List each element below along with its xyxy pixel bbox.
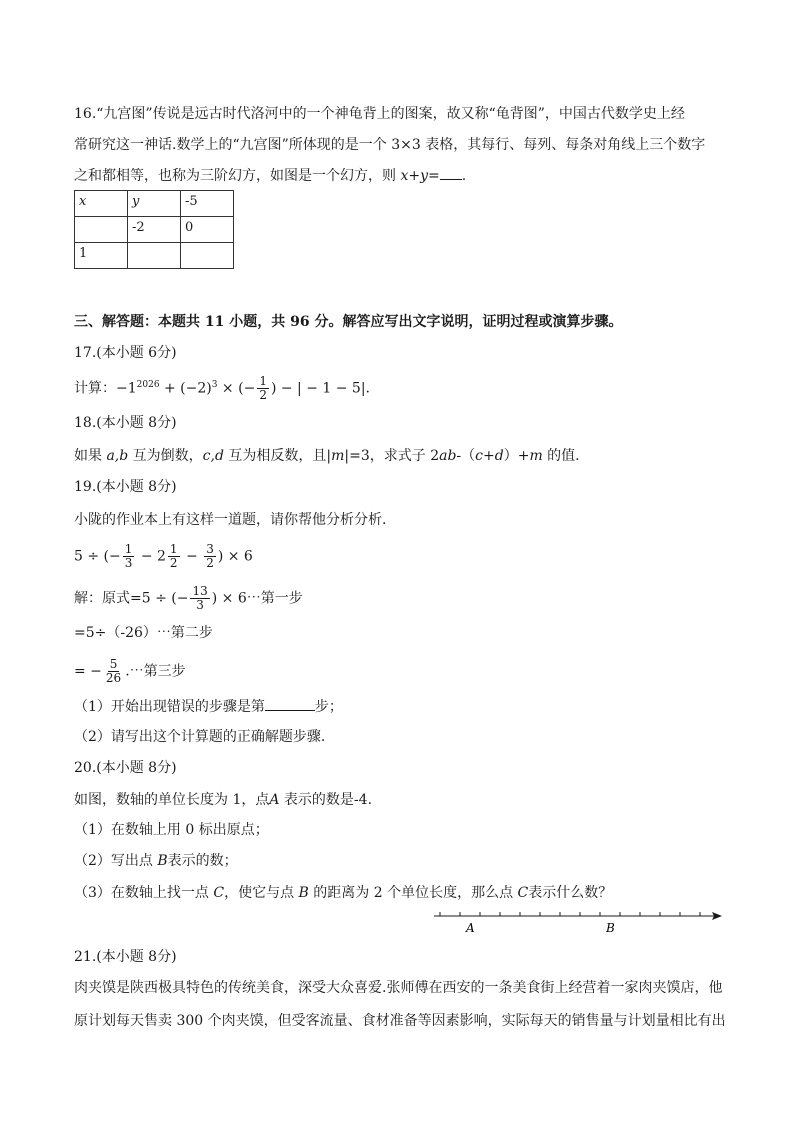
section-heading-part: 分。解答应写出文字说明，证明过程或演算步骤。: [309, 314, 623, 330]
q16-line-1: 16.“九宫图”传说是远古时代洛河中的一个神龟背上的图案，故又称“龟背图”，中国古代数学史上经: [74, 106, 685, 122]
q19-part-2: （2）请写出这个计算题的正确解题步骤.: [74, 729, 326, 745]
table-cell: 0: [181, 217, 234, 243]
text-part: 互为倒数，: [128, 448, 203, 464]
q20-part-1: （1）在数轴上用 0 标出原点；: [74, 822, 269, 838]
fraction: [257, 375, 269, 402]
numerator: 1: [259, 374, 267, 389]
table-cell: [181, 243, 234, 269]
var-cd: c,d: [202, 448, 224, 464]
table-row: [75, 243, 234, 269]
var-m: m: [331, 448, 345, 464]
exponent: 3: [211, 380, 218, 390]
point-c-label: C: [213, 885, 225, 901]
table-cell: y: [128, 191, 181, 217]
expr-part: × (−: [217, 380, 256, 397]
var-m: m: [529, 448, 543, 464]
section-heading-part: 三、解答题：本题共: [74, 314, 205, 330]
point-b-label: B: [157, 853, 168, 869]
q21-header: 21.(本小题 8分): [74, 949, 177, 965]
text-part: -（: [456, 448, 476, 464]
q20-intro: [74, 790, 372, 810]
q16-xy-expression: x+y=: [400, 168, 440, 184]
q18-header: 18.(本小题 8分): [74, 415, 177, 431]
text-part: 表示什么数？: [528, 885, 613, 901]
q20-part-3: [74, 883, 612, 903]
table-cell: x: [75, 191, 128, 217]
table-cell: [128, 243, 181, 269]
tick-marks: [440, 912, 700, 916]
expr-part: + (−2): [159, 380, 212, 397]
expr-part: ) − | − 1 − 5|.: [270, 380, 371, 397]
text-part: ）+: [503, 448, 530, 464]
var-ab: a,b: [106, 448, 129, 464]
text-part: 步；: [314, 699, 343, 715]
q16-line-3-prefix: 之和都相等，也称为三阶幻方，如图是一个幻方，则: [74, 168, 396, 184]
text-part: 互为相反数，且|: [223, 448, 332, 464]
q19-part-1: [74, 696, 343, 717]
fraction: [123, 543, 135, 570]
axis-label-b: B: [606, 921, 615, 935]
point-a-label: A: [269, 792, 280, 808]
fraction: [190, 585, 209, 612]
denominator: 2: [169, 556, 178, 570]
point-c-label: C: [517, 885, 529, 901]
denominator: 3: [124, 556, 133, 570]
var-ab: ab: [439, 448, 457, 464]
denominator: 3: [196, 598, 204, 612]
q19-solution-step-1: [74, 585, 303, 612]
expr-part: 解：原式=5 ÷ (−: [74, 590, 189, 607]
q19-intro: 小陇的作业本上有这样一道题，请你帮他分析分析.: [74, 512, 387, 528]
axis-label-a: A: [466, 921, 475, 935]
q19-solution-step-3: [74, 658, 186, 685]
expr-part: −1: [116, 380, 137, 397]
table-cell: -2: [128, 217, 181, 243]
expr-part: .⋯第三步: [125, 663, 186, 680]
expr-part: = −: [74, 663, 102, 680]
q17-expression: [74, 375, 370, 402]
table-cell: -5: [181, 191, 234, 217]
point-b-label: B: [298, 885, 309, 901]
q16-line-2: 常研究这一神话.数学上的“九宫图”所体现的是一个 3×3 表格，其每行、每列、每条对角线上三个数字: [74, 137, 706, 153]
expr-part: ) × 6: [217, 548, 253, 565]
text-part: （2）写出点: [74, 853, 158, 869]
table-cell: 1: [75, 243, 128, 269]
text-part: ，使它与点: [224, 885, 299, 901]
fraction: [204, 543, 216, 570]
text-part: |=3，求式子 2: [344, 448, 440, 464]
var-cd: c+d: [475, 448, 504, 464]
total-points: 96: [290, 314, 310, 330]
numerator: 13: [192, 584, 208, 598]
text-part: 的距离为 2 个单位长度，那么点: [308, 885, 518, 901]
magic-square-table: [74, 190, 234, 269]
q19-solution-step-2: =5÷（-26）⋯第二步: [74, 625, 213, 641]
fraction: [104, 658, 123, 685]
q20-part-2: [74, 851, 238, 871]
expr-part: 5 ÷ (−: [74, 548, 121, 565]
q18-text: [74, 446, 580, 466]
expr-part: − 2: [136, 548, 166, 565]
numerator: 1: [124, 542, 133, 556]
denominator: 2: [259, 388, 267, 403]
section-3-heading: [74, 312, 622, 332]
text-part: （3）在数轴上找一点: [74, 885, 214, 901]
text-part: 如图，数轴的单位长度为 1，点: [74, 792, 270, 808]
q20-header: 20.(本小题 8分): [74, 760, 177, 776]
text-part: 表示的数是-4.: [279, 792, 373, 808]
question-count: 11: [204, 314, 225, 330]
table-row: [75, 191, 234, 217]
exponent: 2026: [136, 380, 160, 390]
text-part: （1）开始出现错误的步骤是第: [74, 699, 265, 715]
expr-part: −: [181, 548, 203, 565]
text-part: 的值.: [542, 448, 580, 464]
q19-header: 19.(本小题 8分): [74, 479, 177, 495]
numerator: 3: [206, 542, 214, 556]
table-cell: [75, 217, 128, 243]
q16-answer-blank[interactable]: [440, 165, 462, 180]
q21-line-2: 原计划每天售卖 300 个肉夹馍，但受客流量、食材准备等因素影响，实际每天的销售量与计划量相比有出: [74, 1013, 726, 1029]
denominator: 2: [206, 556, 214, 570]
q17-prefix: 计算：: [74, 380, 116, 397]
q16-line-3-suffix: .: [461, 168, 467, 184]
q19-answer-blank[interactable]: [265, 696, 315, 711]
q17-header: 17.(本小题 6分): [74, 345, 177, 361]
q19-expression: [74, 543, 253, 570]
expr-part: ) × 6⋯第一步: [211, 590, 303, 607]
table-row: [75, 217, 234, 243]
q21-line-1: 肉夹馍是陕西极具特色的传统美食，深受大众喜爱.张师傅在西安的一条美食街上经营着一家肉夹馍店，他: [74, 980, 723, 996]
numerator: 5: [109, 657, 118, 671]
section-heading-part: 小题，共: [224, 314, 291, 330]
text-part: 表示的数；: [167, 853, 238, 869]
number-line: [430, 906, 725, 936]
numerator: 1: [169, 542, 178, 556]
denominator: 26: [105, 671, 122, 685]
fraction: [168, 543, 180, 570]
text-part: 如果: [74, 448, 107, 464]
q16-line-3: [74, 165, 466, 186]
